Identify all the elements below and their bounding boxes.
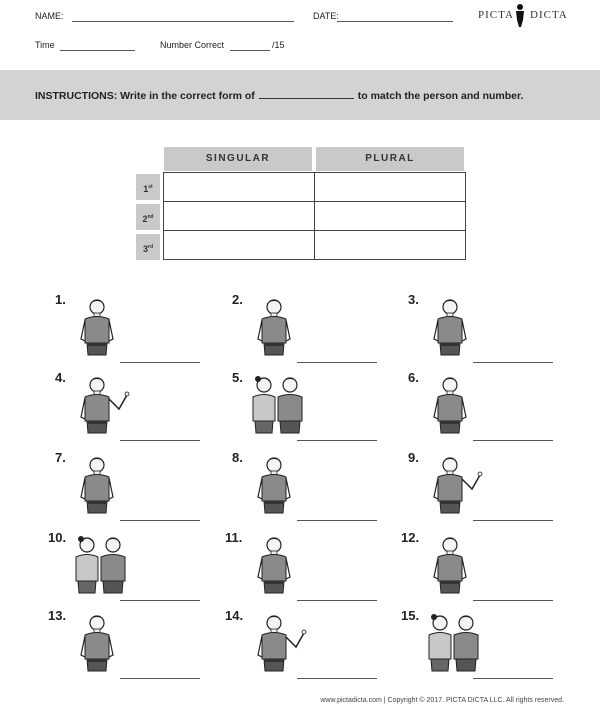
person-illustration <box>250 293 310 361</box>
item-number: 5. <box>232 370 243 385</box>
answer-line[interactable] <box>120 600 200 601</box>
logo-text-right: DICTA <box>530 9 568 21</box>
item-number: 9. <box>408 450 419 465</box>
answer-line[interactable] <box>120 362 200 363</box>
item-number: 6. <box>408 370 419 385</box>
answer-line[interactable] <box>297 520 377 521</box>
item-number: 4. <box>55 370 66 385</box>
column-header-singular: SINGULAR <box>164 147 312 171</box>
item-number: 11. <box>225 530 243 545</box>
number-correct-field[interactable] <box>230 50 270 51</box>
item-number: 13. <box>48 608 67 623</box>
item-number: 8. <box>232 450 243 465</box>
number-correct-total: /15 <box>272 40 285 50</box>
row-header-second: 2nd <box>136 204 160 230</box>
time-label: Time <box>35 40 55 50</box>
item-number: 14. <box>225 608 244 623</box>
answer-line[interactable] <box>473 362 553 363</box>
answer-line[interactable] <box>297 600 377 601</box>
answer-line[interactable] <box>473 600 553 601</box>
answer-line[interactable] <box>120 678 200 679</box>
column-header-plural: PLURAL <box>316 147 464 171</box>
person-pointing-illustration <box>250 609 310 677</box>
name-label: NAME: <box>35 11 64 21</box>
person-illustration <box>426 531 486 599</box>
person-illustration <box>250 451 310 519</box>
logo-text-left: PICTA <box>478 9 514 21</box>
logo-figure-icon <box>513 2 527 28</box>
person-pointing-illustration <box>73 371 133 439</box>
instructions-text <box>35 89 523 102</box>
item-number: 7. <box>55 450 66 465</box>
item-number: 15. <box>401 608 420 623</box>
person-illustration <box>426 371 486 439</box>
instructions-bar <box>0 70 600 120</box>
answer-line[interactable] <box>120 440 200 441</box>
cell-second-singular[interactable] <box>163 201 315 231</box>
item-number: 1. <box>55 292 66 307</box>
two-people-illustration <box>426 609 486 677</box>
cell-third-singular[interactable] <box>163 230 315 260</box>
person-illustration <box>73 293 133 361</box>
answer-line[interactable] <box>473 520 553 521</box>
date-field[interactable] <box>337 21 453 22</box>
person-illustration <box>73 451 133 519</box>
answer-line[interactable] <box>473 678 553 679</box>
cell-third-plural[interactable] <box>314 230 466 260</box>
person-illustration <box>250 531 310 599</box>
item-number: 3. <box>408 292 419 307</box>
footer-copyright: www.pictadicta.com | Copyright © 2017. PICTA DICTA LLC. All rights reserved. <box>320 697 564 704</box>
instructions-suffix: to match the person and number. <box>357 90 524 102</box>
item-number: 2. <box>232 292 243 307</box>
person-pointing-illustration <box>426 451 486 519</box>
cell-first-plural[interactable] <box>314 172 466 202</box>
person-illustration <box>426 293 486 361</box>
item-number: 10. <box>48 530 67 545</box>
two-people-illustration <box>250 371 310 439</box>
answer-line[interactable] <box>297 440 377 441</box>
row-header-first: 1st <box>136 174 160 200</box>
instructions-prefix: INSTRUCTIONS: Write in the correct form of <box>35 90 255 102</box>
answer-line[interactable] <box>297 362 377 363</box>
answer-line[interactable] <box>297 678 377 679</box>
date-label: DATE: <box>313 11 339 21</box>
time-field[interactable] <box>60 50 135 51</box>
answer-line[interactable] <box>120 520 200 521</box>
instructions-blank <box>259 89 354 99</box>
person-illustration <box>73 609 133 677</box>
row-header-third: 3rd <box>136 234 160 260</box>
answer-line[interactable] <box>473 440 553 441</box>
cell-second-plural[interactable] <box>314 201 466 231</box>
item-number: 12. <box>401 530 420 545</box>
name-field[interactable] <box>72 21 294 22</box>
two-people-illustration <box>73 531 133 599</box>
cell-first-singular[interactable] <box>163 172 315 202</box>
number-correct-label: Number Correct <box>160 40 225 50</box>
